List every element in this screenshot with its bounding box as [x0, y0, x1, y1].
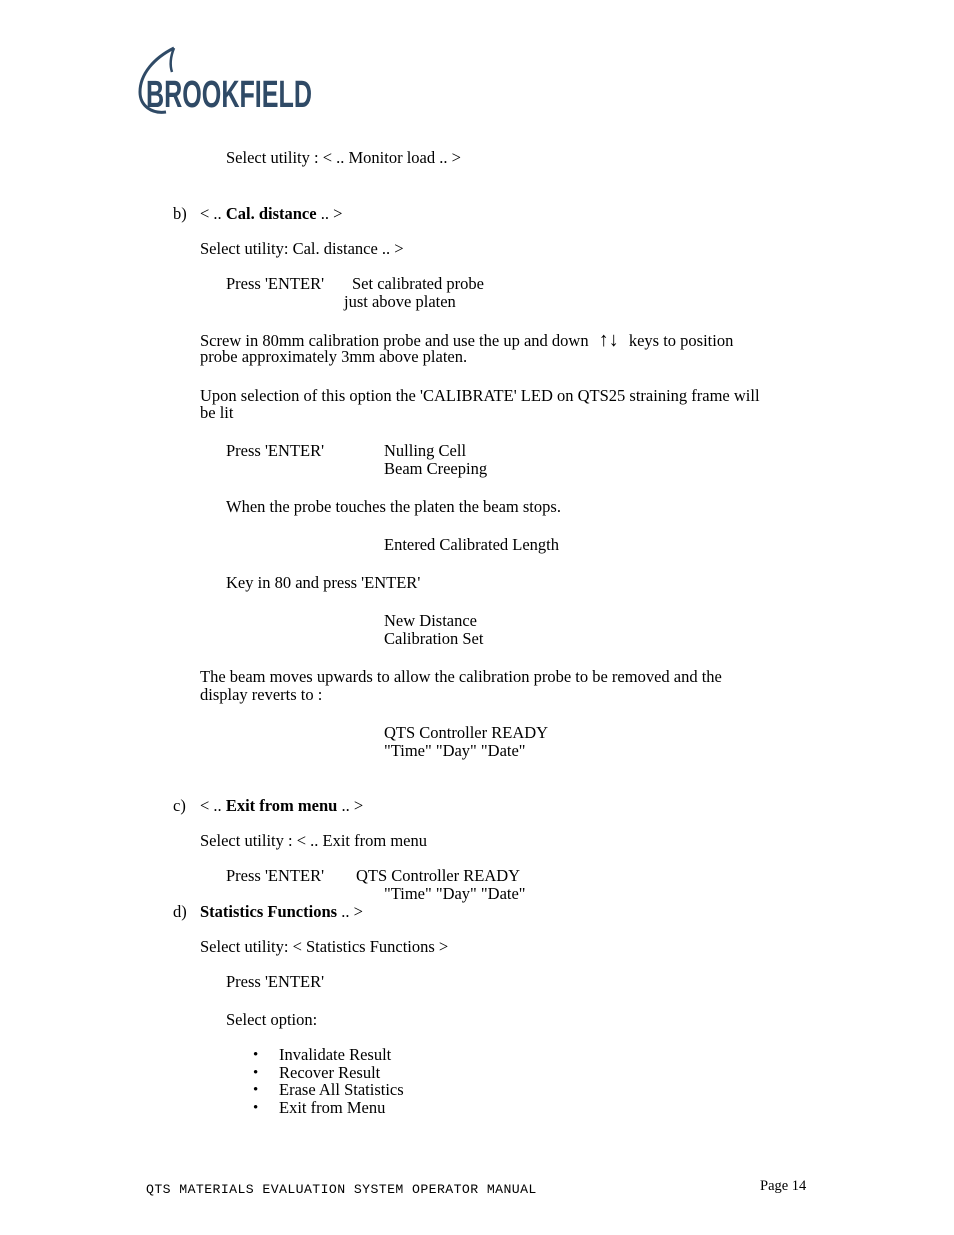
item-d-select: Select utility: < Statistics Functions >	[200, 937, 449, 956]
item-b-key: Key in 80 and press 'ENTER'	[226, 573, 421, 592]
item-b-nulling: Nulling Cell	[384, 441, 467, 460]
item-c-heading: < .. Exit from menu .. >	[200, 796, 364, 815]
item-b-press2: Press 'ENTER'	[226, 441, 325, 460]
list-item: • Invalidate Result	[279, 1046, 391, 1064]
item-b-beam-line2: display reverts to :	[200, 685, 323, 704]
item-b-press1: Press 'ENTER'	[226, 274, 325, 293]
item-b-heading: < .. Cal. distance .. >	[200, 204, 343, 223]
list-item: • Erase All Statistics	[279, 1081, 404, 1099]
item-b-qts-ready: QTS Controller READY	[384, 723, 549, 742]
item-b-when: When the probe touches the platen the beam stops.	[226, 497, 561, 516]
item-b-creeping: Beam Creeping	[384, 459, 488, 478]
item-c-label: c)	[173, 796, 186, 815]
item-b-screw-line2: probe approximately 3mm above platen.	[200, 347, 468, 366]
item-b-calibration-set: Calibration Set	[384, 629, 484, 648]
list-item: • Recover Result	[279, 1064, 380, 1082]
item-b-upon-line1: Upon selection of this option the 'CALIBRATE' LED on QTS25 straining frame will	[200, 386, 760, 405]
item-b-label: b)	[173, 204, 187, 223]
brookfield-logo	[136, 44, 316, 116]
item-c-press: Press 'ENTER'	[226, 866, 325, 885]
logo-wordmark: BROOKFIELD	[146, 74, 312, 116]
item-c-qts-ready: QTS Controller READY	[356, 866, 521, 885]
item-b-select: Select utility: Cal. distance .. >	[200, 239, 404, 258]
up-down-arrows-icon: ↑↓	[598, 329, 619, 351]
page-number: Page 14	[760, 1178, 807, 1194]
item-b-time-day-date: "Time" "Day" "Date"	[384, 741, 526, 760]
item-d-press: Press 'ENTER'	[226, 972, 325, 991]
item-c-time-day-date: "Time" "Day" "Date"	[384, 884, 526, 903]
item-b-upon-line2: be lit	[200, 403, 234, 422]
item-b-screw-line1: Screw in 80mm calibration probe and use the up and down ↑↓ keys to position	[200, 329, 734, 351]
item-b-new-distance: New Distance	[384, 611, 478, 630]
item-d-heading: Statistics Functions .. >	[200, 902, 363, 921]
item-b-entered: Entered Calibrated Length	[384, 535, 560, 554]
item-b-press1-msg2: just above platen	[344, 292, 456, 311]
item-c-select: Select utility : < .. Exit from menu	[200, 831, 427, 850]
item-d-label: d)	[173, 902, 187, 921]
item-d-select-option: Select option:	[226, 1010, 318, 1029]
monitor-load-line: Select utility : < .. Monitor load .. >	[226, 148, 461, 167]
list-item: • Exit from Menu	[279, 1099, 385, 1117]
item-b-beam-line1: The beam moves upwards to allow the calibration probe to be removed and the	[200, 667, 722, 686]
item-b-press1-msg1: Set calibrated probe	[352, 274, 484, 293]
footer-manual-title: QTS MATERIALS EVALUATION SYSTEM OPERATOR MANUAL	[146, 1182, 537, 1197]
